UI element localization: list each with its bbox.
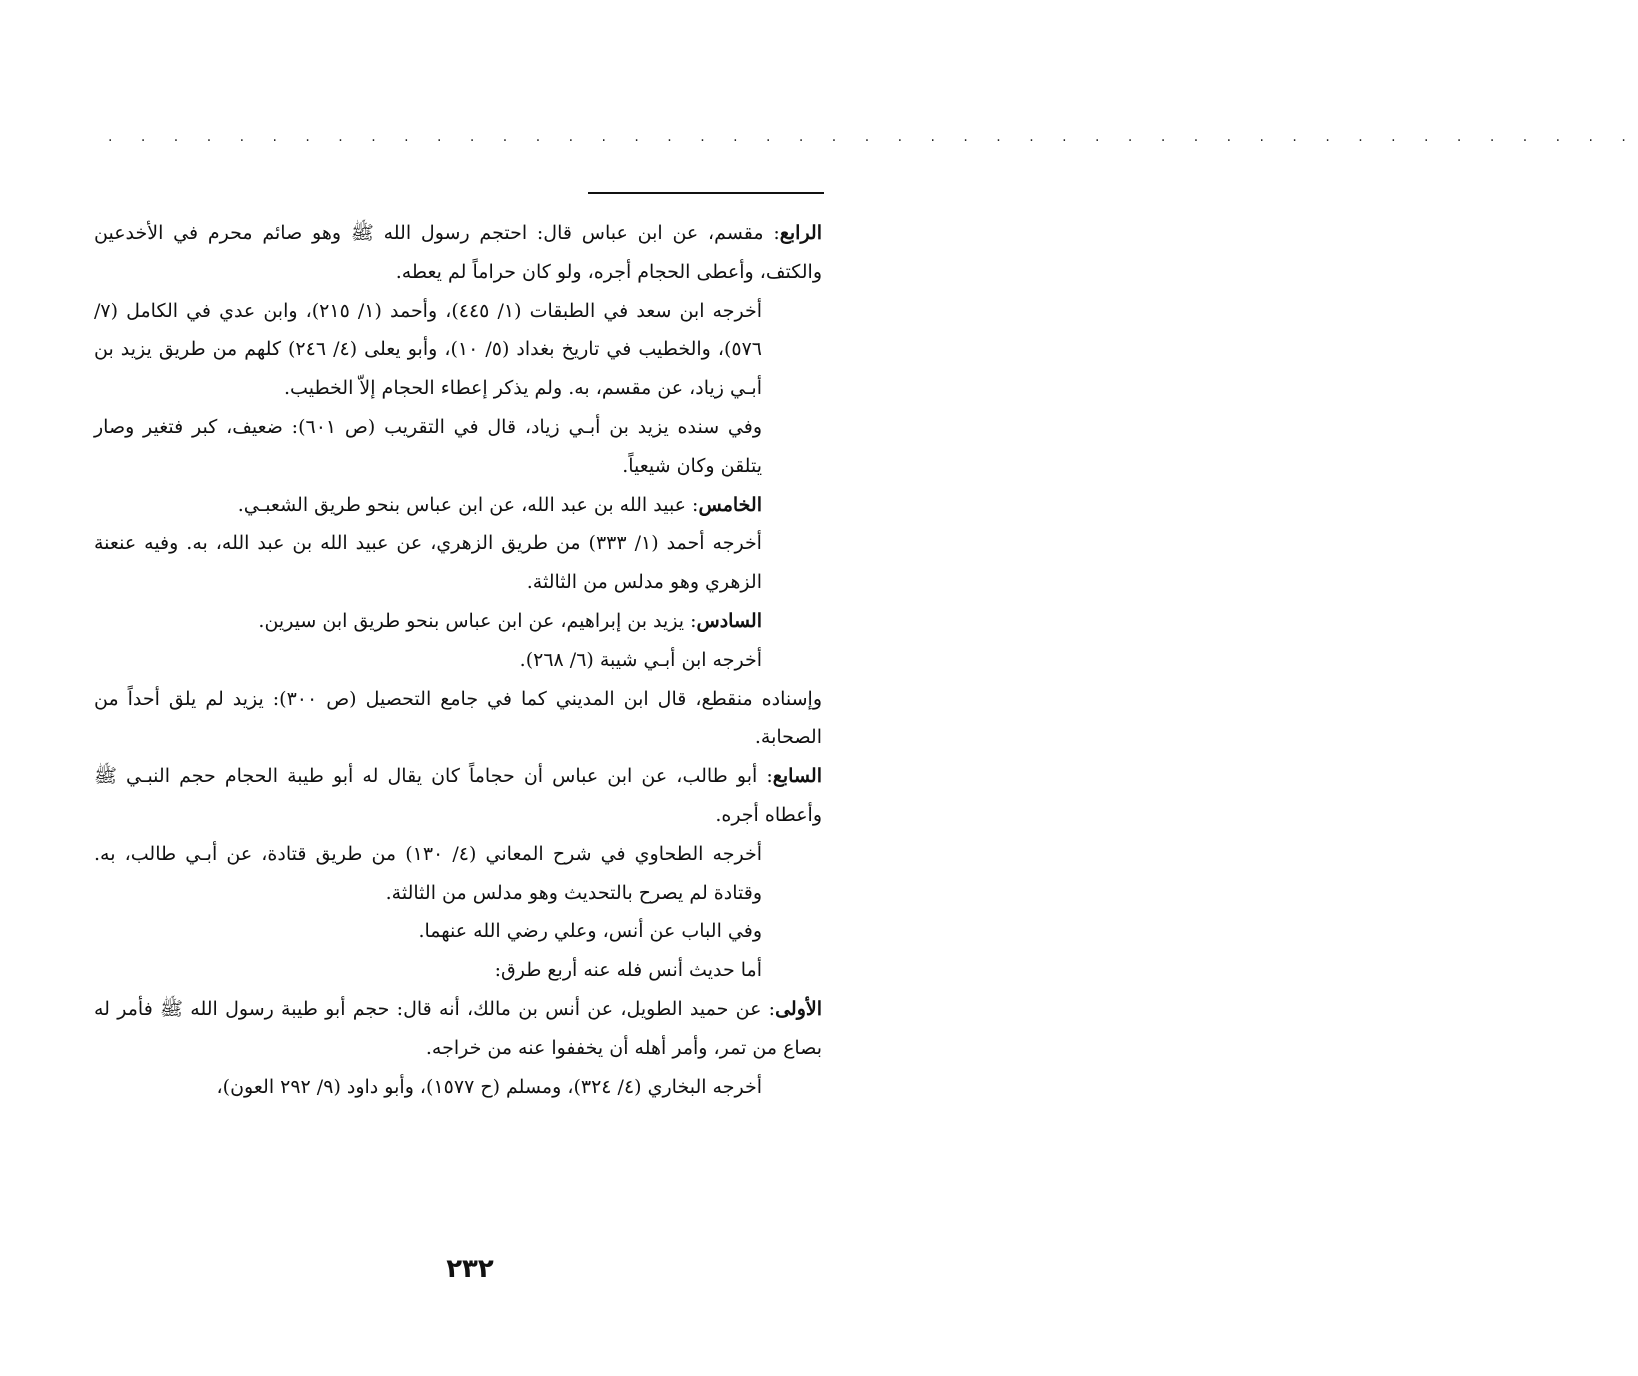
paragraph	[94, 1068, 822, 1107]
paragraph	[94, 524, 822, 602]
paragraph-text: أما حديث أنس فله عنه أربع طرق:	[494, 959, 762, 982]
paragraph	[94, 602, 822, 641]
paragraph	[94, 486, 822, 525]
paragraph-text: : عن حميد الطويل، عن أنس بن مالك، أنه قال: حجم أبو طيبة رسول الله ﷺ فأمر له بصاع من تمر، وأمر أهله أن يخففوا عنه من خراجه.	[94, 997, 822, 1059]
paragraph-text: وإسناده منقطع، قال ابن المديني كما في جامع التحصيل (ص ٣٠٠): يزيد لم يلق أحداً من الصحابة.	[94, 687, 822, 749]
paragraph-text: : أبو طالب، عن ابن عباس أن حجاماً كان يقال له أبو طيبة الحجام حجم النبـي ﷺ وأعطاه أجره.	[94, 765, 822, 826]
paragraph	[94, 641, 822, 680]
paragraph	[94, 835, 822, 913]
paragraph	[94, 408, 822, 486]
paragraph-text: وفي سنده يزيد بن أبـي زياد، قال في التقريب (ص ٦٠١): ضعيف، كبر فتغير وصار يتلقن وكان شيعياً.	[94, 415, 762, 477]
paragraph	[94, 292, 822, 408]
page-number: ٢٣٢	[446, 1254, 494, 1284]
paragraph	[94, 990, 822, 1068]
paragraph-text: أخرجه الطحاوي في شرح المعاني (٤/ ١٣٠) من طريق قتادة، عن أبـي طالب، به. وقتادة لم يصرح بالتحديث وهو مدلس من الثالثة.	[94, 842, 762, 904]
paragraph-label: الخامس	[698, 493, 762, 516]
paragraph-text: : مقسم، عن ابن عباس قال: احتجم رسول الله ﷺ وهو صائم محرم في الأخدعين والكتف، وأعطى الحجام أجره، ولو كان حراماً لم يعطه.	[94, 222, 822, 283]
paragraph	[94, 214, 822, 292]
footnote-rule	[588, 192, 824, 194]
paragraph-label: السادس	[696, 609, 762, 632]
paragraph-text: أخرجه ابن سعد في الطبقات (١/ ٤٤٥)، وأحمد (١/ ٢١٥)، وابن عدي في الكامل (٧/ ٥٧٦)، والخطيب في تاريخ بغداد (٥/ ١٠)، وأبو يعلى (٤/ ٢٤٦) كلهم من طريق يزيد بن أبـي زياد، عن مقسم، به. ولم يذكر إعطاء الحجام إلاّ الخطيب.	[94, 299, 763, 400]
paragraph-text: وفي الباب عن أنس، وعلي رضي الله عنهما.	[418, 920, 762, 943]
paragraph-label: الرابع	[779, 222, 822, 244]
body-text	[94, 214, 822, 1106]
paragraph-text: أخرجه البخاري (٤/ ٣٢٤)، ومسلم (ح ١٥٧٧)، وأبو داود (٩/ ٢٩٢ العون)،	[216, 1075, 762, 1098]
paragraph-text: أخرجه ابن أبـي شيبة (٦/ ٢٦٨).	[519, 648, 762, 671]
paragraph-label: الأولى	[775, 997, 822, 1020]
paragraph-label: السابع	[772, 765, 822, 788]
paragraph-text: أخرجه أحمد (١/ ٣٣٣) من طريق الزهري، عن عبيد الله بن عبد الله، به. وفيه عنعنة الزهري وهو مدلس من الثالثة.	[94, 532, 762, 594]
paragraph-text: : عبيد الله بن عبد الله، عن ابن عباس بنحو طريق الشعبـي.	[237, 493, 699, 516]
paragraph	[94, 757, 822, 835]
paragraph-text: : يزيد بن إبراهيم، عن ابن عباس بنحو طريق ابن سيرين.	[258, 609, 697, 632]
paragraph	[94, 951, 822, 990]
separator-dots: . . . . . . . . . . . . . . . . . . . . . . . . . . . . . . . . . . . . . . . . . . . . . . .	[108, 129, 1638, 145]
paragraph	[94, 680, 822, 758]
paragraph	[94, 912, 822, 951]
